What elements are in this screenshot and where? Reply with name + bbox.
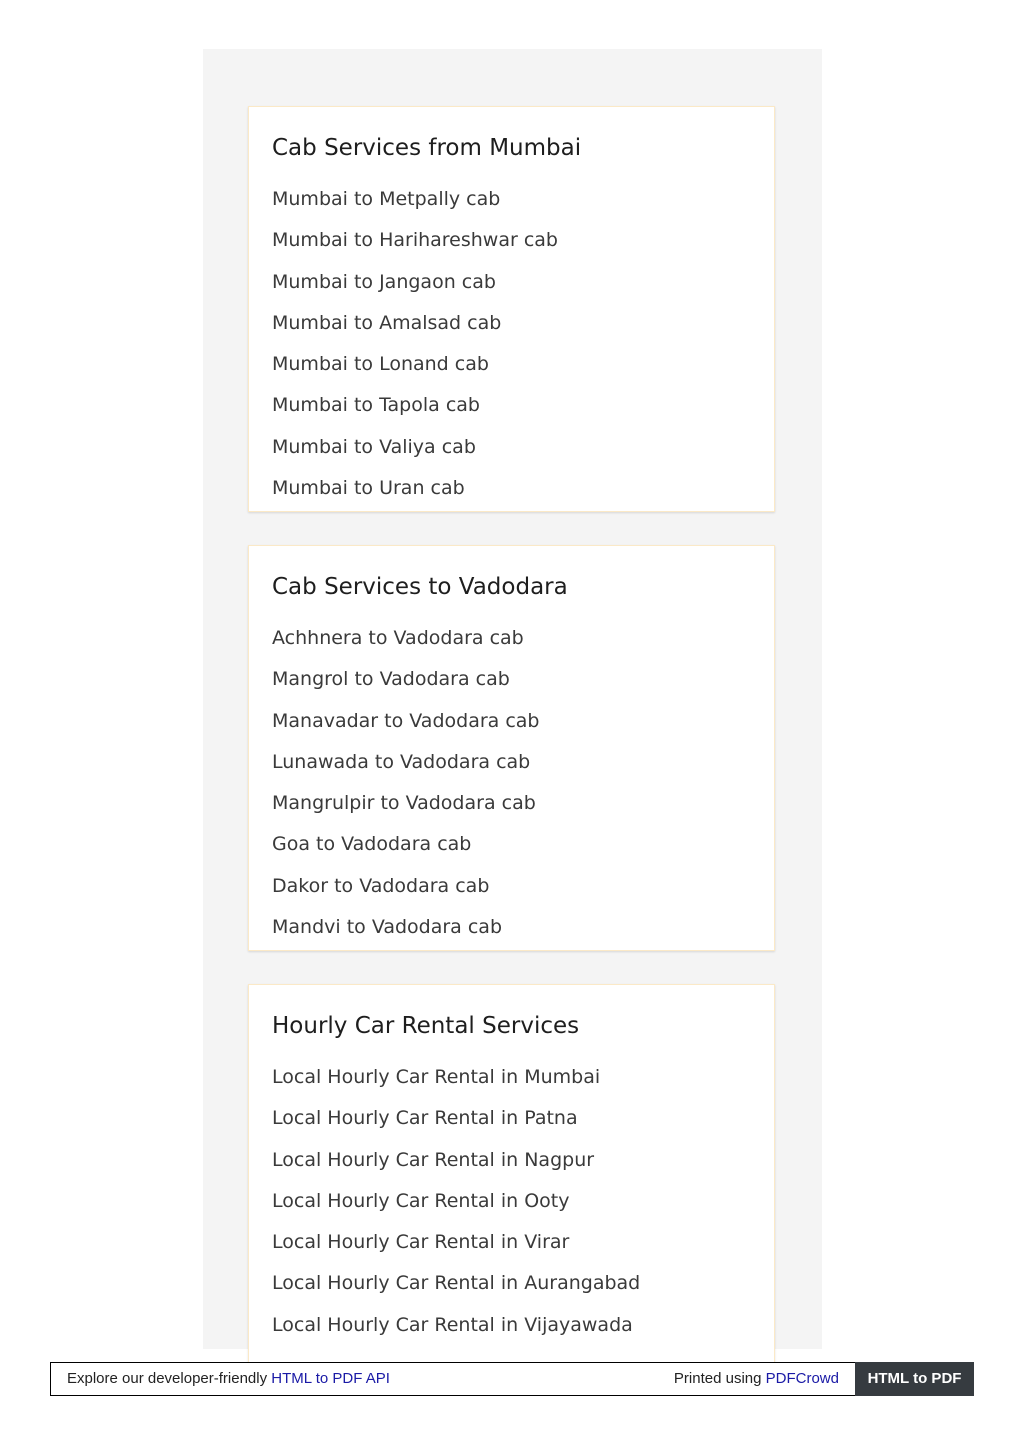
link-list [272,1061,764,1391]
route-link[interactable]: Goa to Vadodara cab [272,833,472,856]
html-to-pdf-api-link[interactable]: HTML to PDF API [271,1370,390,1387]
section-card-hourly-rental [248,984,775,1384]
route-link[interactable]: Mandvi to Vadodara cab [272,916,503,939]
route-link[interactable]: Mumbai to Amalsad cab [272,311,502,334]
route-link[interactable]: Achhnera to Vadodara cab [272,627,524,649]
rental-link[interactable]: Local Hourly Car Rental in Vijayawada [272,1313,633,1336]
rental-link[interactable]: Local Hourly Car Rental in Mumbai [272,1066,601,1088]
rental-link[interactable]: Local Hourly Car Rental in Aurangabad [272,1272,641,1295]
route-link[interactable]: Mumbai to Tapola cab [272,394,480,417]
rental-link[interactable]: Local Hourly Car Rental in Nagpur [272,1148,595,1171]
link-list [272,183,764,500]
section-card-to-vadodara [248,545,775,951]
route-link[interactable]: Dakor to Vadodara cab [272,874,490,897]
link-list [272,622,764,939]
route-link[interactable]: Mumbai to Jangaon cab [272,270,496,293]
rental-link[interactable]: Local Hourly Car Rental in Ooty [272,1189,570,1212]
route-link[interactable]: Mumbai to Valiya cab [272,435,476,458]
route-link[interactable]: Mumbai to Uran cab [272,477,465,500]
section-title: Hourly Car Rental Services [272,1013,580,1039]
rental-link[interactable]: Local Hourly Car Rental in Virar [272,1231,570,1254]
footer-printed-using [674,1363,839,1395]
footer-explore-label: Explore our developer-friendly [67,1370,272,1387]
route-link[interactable]: Manavadar to Vadodara cab [272,709,540,732]
route-link[interactable]: Mumbai to Harihareshwar cab [272,229,558,252]
route-link[interactable]: Mangrulpir to Vadodara cab [272,792,536,815]
rental-link[interactable]: Local Hourly Car Rental in Patna [272,1107,578,1130]
section-card-from-mumbai [248,106,775,512]
route-link[interactable]: Lunawada to Vadodara cab [272,750,531,773]
section-title: Cab Services to Vadodara [272,574,568,600]
route-link[interactable]: Mumbai to Metpally cab [272,188,501,210]
route-link[interactable]: Mangrol to Vadodara cab [272,668,510,691]
route-link[interactable]: Mumbai to Lonand cab [272,353,489,376]
pdfcrowd-link[interactable]: PDFCrowd [765,1370,839,1387]
section-title: Cab Services from Mumbai [272,135,582,161]
pdfcrowd-footer-bar [50,1362,974,1396]
content-column [203,49,822,1349]
footer-explore-text [67,1363,390,1395]
footer-printed-label: Printed using [673,1370,766,1387]
html-to-pdf-button[interactable]: HTML to PDF [855,1362,974,1396]
